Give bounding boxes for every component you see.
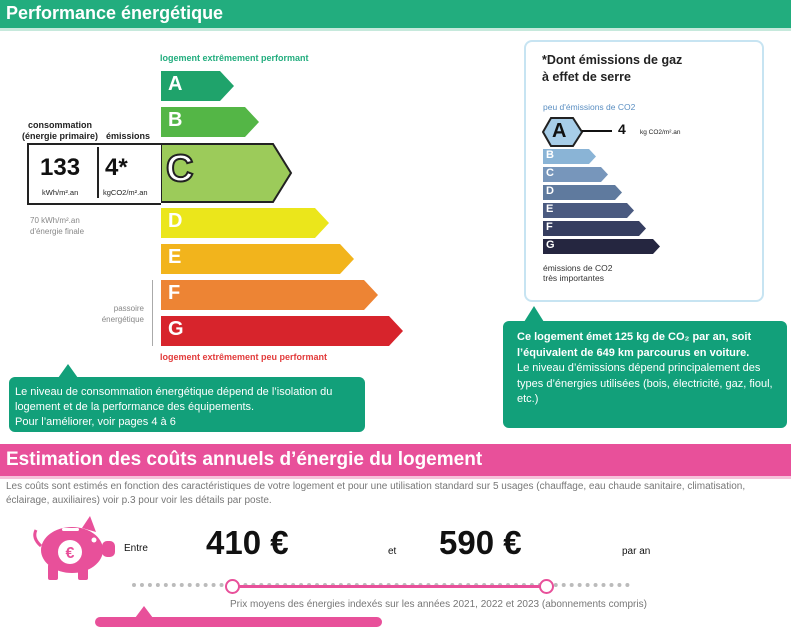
- cost-between-label: Entre: [124, 543, 148, 554]
- energy-class-letter: G: [168, 318, 184, 340]
- emissions-info-detail: Le niveau d’émissions dépend principalement des types d’énergies utilisées (bois, électricité, gaz, fioul, etc.): [517, 362, 773, 405]
- ghg-class-letter: G: [546, 239, 555, 251]
- cost-and-label: et: [388, 546, 397, 557]
- energy-class-f: [160, 279, 382, 313]
- cost-high-value: 590 €: [439, 524, 522, 561]
- consumption-info-box: [9, 377, 365, 432]
- cost-range-high-handle: [539, 579, 554, 594]
- cost-range-fill: [232, 585, 547, 588]
- ghg-class-letter: F: [546, 221, 553, 233]
- ghg-class-letter: E: [546, 203, 554, 215]
- final-energy-label: 70 kWh/m².an d'énergie finale: [30, 216, 85, 236]
- energy-class-letter: E: [168, 246, 182, 268]
- co2-bottom-label: émissions de CO2 très importantes: [543, 263, 613, 283]
- performance-header-bar: [0, 0, 791, 28]
- ghg-class-e: [542, 202, 638, 221]
- passoire-bracket: [152, 280, 153, 346]
- co2-card-title: *Dont émissions de gaz à effet de serre: [542, 53, 683, 84]
- consumption-info-link: Pour l’améliorer, voir pages 4 à 6: [15, 416, 176, 428]
- emissions-info-text: Ce logement émet 125 kg de CO₂ par an, soit l’équivalent de 649 km parcourus en voiture.: [517, 331, 752, 359]
- bottom-info-box: [95, 617, 382, 627]
- svg-text:€: €: [65, 545, 75, 562]
- costs-header-bar: [0, 444, 791, 476]
- cost-note: Prix moyens des énergies indexés sur les années 2021, 2022 et 2023 (abonnements compris): [230, 599, 647, 610]
- costs-description: Les coûts sont estimés en fonction des caractéristiques de votre logement et pour une utilisation standard sur 5 usages (chauffage, eau chaude sanitaire, climatisation, éclairage, auxiliaires) voir p.3 pour voir les détails par poste.: [6, 481, 746, 506]
- cost-per-year-label: par an: [622, 546, 651, 557]
- cost-low-value: 410 €: [206, 524, 289, 561]
- costs-title: Estimation des coûts annuels d’énergie du logement: [6, 449, 483, 470]
- consumption-unit: kWh/m².an: [42, 188, 79, 197]
- co2-top-label: peu d'émissions de CO2: [543, 102, 636, 112]
- consumption-label: consommation (énergie primaire): [21, 120, 99, 141]
- ghg-class-letter: A: [552, 120, 567, 142]
- header-divider: [0, 28, 791, 31]
- ghg-class-c: [542, 166, 612, 185]
- emissions-value: 4*: [105, 154, 128, 181]
- consumption-value: 133: [40, 154, 81, 181]
- energy-class-a: [160, 70, 238, 104]
- emissions-info-box: [503, 321, 787, 428]
- cost-range-low-handle: [225, 579, 240, 594]
- emissions-label: émissions: [105, 131, 151, 141]
- ghg-class-letter: D: [546, 185, 554, 197]
- piggy-bank-euro-icon: [30, 516, 120, 582]
- ghg-class-letter: C: [546, 167, 554, 179]
- scale-top-label: logement extrêmement performant: [160, 53, 309, 63]
- info-pointer-left: [58, 364, 78, 378]
- energy-class-c: [160, 143, 295, 205]
- energy-class-letter: D: [168, 210, 183, 232]
- energy-class-letter: A: [168, 73, 183, 95]
- co2-unit: kg CO2/m².an: [640, 129, 681, 136]
- consumption-info-text: Le niveau de consommation énergétique dépend de l’isolation du logement et de la performance des équipements.: [15, 386, 333, 413]
- energy-class-d: [160, 207, 333, 241]
- info-pointer-right: [524, 306, 544, 322]
- energy-class-letter: F: [168, 282, 181, 304]
- ghg-class-b: [542, 148, 600, 167]
- ghg-class-d: [542, 184, 626, 203]
- value-box-divider: [97, 147, 99, 198]
- co2-value: 4: [618, 121, 626, 137]
- emissions-unit: kgCO2/m².an: [103, 188, 148, 197]
- energy-class-b: [160, 106, 263, 140]
- energy-class-e: [160, 243, 358, 277]
- ghg-class-f: [542, 220, 650, 239]
- energy-class-g: [160, 315, 407, 349]
- ghg-class-letter: B: [546, 149, 554, 161]
- ghg-class-g: [542, 238, 664, 257]
- ghg-class-a: [542, 117, 586, 149]
- passoire-label: passoire énergétique: [101, 304, 144, 324]
- scale-bottom-label: logement extrêmement peu performant: [160, 352, 328, 362]
- co2-pointer-line: [582, 130, 612, 132]
- costs-divider: [0, 476, 791, 479]
- performance-title: Performance énergétique: [6, 3, 224, 23]
- energy-class-letter: B: [168, 109, 183, 131]
- energy-class-letter: C: [166, 148, 194, 190]
